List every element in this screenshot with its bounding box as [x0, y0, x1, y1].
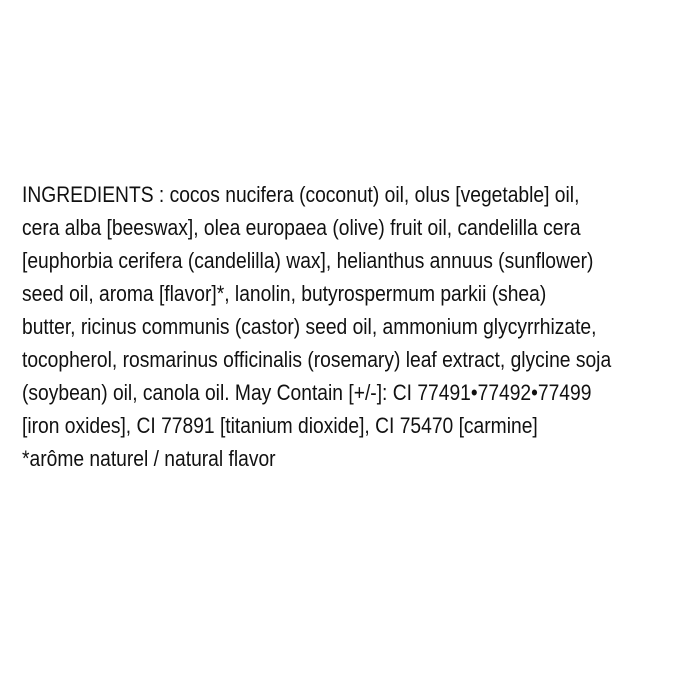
ingredients-line: [euphorbia cerifera (candelilla) wax], helianthus annuus (sunflower) — [22, 248, 594, 273]
ingredients-line: tocopherol, rosmarinus officinalis (rosemary) leaf extract, glycine soja — [22, 347, 612, 372]
ingredients-line: [iron oxides], CI 77891 [titanium dioxide], CI 75470 [carmine] — [22, 413, 538, 438]
ingredients-line: cera alba [beeswax], olea europaea (olive) fruit oil, candelilla cera — [22, 215, 581, 240]
ingredients-line: seed oil, aroma [flavor]*, lanolin, butyrospermum parkii (shea) — [22, 281, 547, 306]
ingredients-line: INGREDIENTS : cocos nucifera (coconut) oil, olus [vegetable] oil, — [22, 182, 580, 207]
ingredients-text-block — [22, 178, 611, 475]
ingredients-line: (soybean) oil, canola oil. May Contain [+/-]: CI 77491•77492•77499 — [22, 380, 592, 405]
ingredients-line: butter, ricinus communis (castor) seed oil, ammonium glycyrrhizate, — [22, 314, 597, 339]
ingredients-line: *arôme naturel / natural flavor — [22, 446, 276, 471]
